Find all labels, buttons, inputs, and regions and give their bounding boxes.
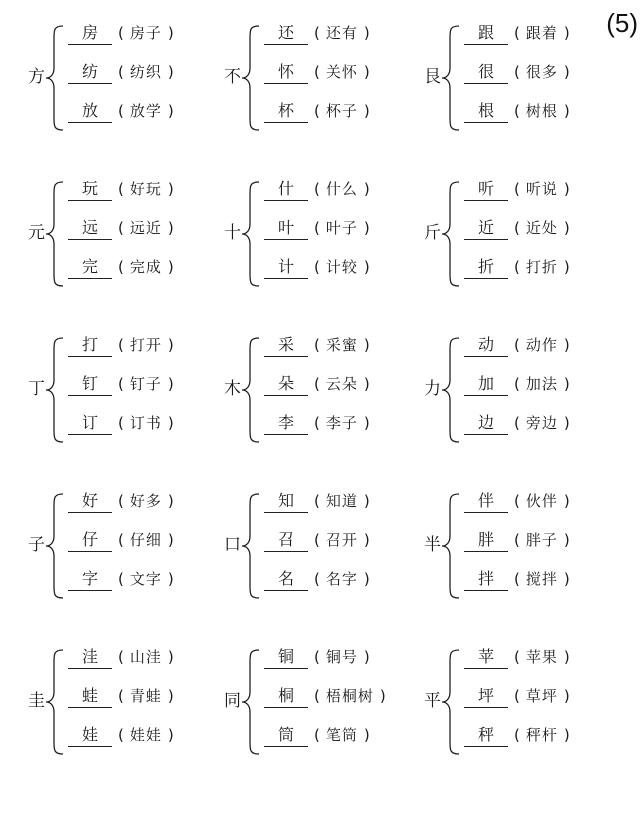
word-entry xyxy=(264,178,376,202)
answer-character: 好 xyxy=(68,490,112,513)
answer-character: 桐 xyxy=(264,685,308,708)
compound-word: 旁边 xyxy=(525,414,558,432)
open-paren: ( xyxy=(514,492,520,510)
close-paren: ) xyxy=(363,531,370,549)
answer-character: 洼 xyxy=(68,646,112,669)
answer-character: 计 xyxy=(264,256,308,279)
curly-brace-icon xyxy=(45,336,65,444)
compound-word: 杯子 xyxy=(325,102,358,120)
word-entry xyxy=(264,256,376,280)
word-entry xyxy=(264,724,376,748)
open-paren: ( xyxy=(314,570,320,588)
open-paren: ( xyxy=(118,24,124,42)
close-paren: ) xyxy=(563,258,570,276)
word-entry xyxy=(464,334,576,358)
compound-word: 山洼 xyxy=(129,648,162,666)
close-paren: ) xyxy=(167,726,174,744)
open-paren: ( xyxy=(314,102,320,120)
compound-word: 云朵 xyxy=(325,375,358,393)
close-paren: ) xyxy=(167,24,174,42)
word-entry xyxy=(464,178,576,202)
open-paren: ( xyxy=(514,687,520,705)
radical-group xyxy=(424,22,624,134)
answer-character: 铜 xyxy=(264,646,308,669)
close-paren: ) xyxy=(363,414,370,432)
open-paren: ( xyxy=(514,258,520,276)
radical-root: 圭 xyxy=(28,691,45,711)
close-paren: ) xyxy=(563,726,570,744)
page-number: (5) xyxy=(606,8,638,38)
open-paren: ( xyxy=(118,414,124,432)
close-paren: ) xyxy=(167,375,174,393)
answer-character: 李 xyxy=(264,412,308,435)
answer-character: 打 xyxy=(68,334,112,357)
curly-brace-icon xyxy=(45,24,65,132)
open-paren: ( xyxy=(118,687,124,705)
open-paren: ( xyxy=(118,570,124,588)
compound-word: 文字 xyxy=(129,570,162,588)
compound-word: 胖子 xyxy=(525,531,558,549)
answer-character: 订 xyxy=(68,412,112,435)
answer-character: 知 xyxy=(264,490,308,513)
close-paren: ) xyxy=(363,336,370,354)
radical-group xyxy=(224,646,424,758)
close-paren: ) xyxy=(563,102,570,120)
close-paren: ) xyxy=(363,63,370,81)
word-entry xyxy=(464,61,576,85)
word-entry xyxy=(68,217,180,241)
curly-brace-icon xyxy=(441,336,461,444)
word-entry xyxy=(68,529,180,553)
close-paren: ) xyxy=(563,414,570,432)
answer-character: 边 xyxy=(464,412,508,435)
answer-character: 还 xyxy=(264,22,308,45)
close-paren: ) xyxy=(363,648,370,666)
curly-brace-icon xyxy=(241,336,261,444)
close-paren: ) xyxy=(563,687,570,705)
close-paren: ) xyxy=(563,648,570,666)
close-paren: ) xyxy=(563,375,570,393)
close-paren: ) xyxy=(563,24,570,42)
open-paren: ( xyxy=(314,687,320,705)
compound-word: 李子 xyxy=(325,414,358,432)
word-entry xyxy=(464,412,576,436)
close-paren: ) xyxy=(363,726,370,744)
compound-word: 青蛙 xyxy=(129,687,162,705)
open-paren: ( xyxy=(314,726,320,744)
open-paren: ( xyxy=(314,63,320,81)
answer-character: 房 xyxy=(68,22,112,45)
compound-word: 动作 xyxy=(525,336,558,354)
curly-brace-icon xyxy=(441,492,461,600)
word-entry xyxy=(464,217,576,241)
close-paren: ) xyxy=(167,492,174,510)
curly-brace-icon xyxy=(45,648,65,756)
radical-group xyxy=(424,646,624,758)
radical-group xyxy=(224,178,424,290)
compound-word: 什么 xyxy=(325,180,358,198)
compound-word: 草坪 xyxy=(525,687,558,705)
close-paren: ) xyxy=(363,24,370,42)
curly-brace-icon xyxy=(45,180,65,288)
answer-character: 叶 xyxy=(264,217,308,240)
open-paren: ( xyxy=(314,531,320,549)
compound-word: 打开 xyxy=(129,336,162,354)
close-paren: ) xyxy=(379,687,386,705)
close-paren: ) xyxy=(167,219,174,237)
compound-word: 加法 xyxy=(525,375,558,393)
answer-character: 玩 xyxy=(68,178,112,201)
radical-root: 元 xyxy=(28,223,45,243)
word-entry xyxy=(464,373,576,397)
answer-character: 近 xyxy=(464,217,508,240)
word-entry xyxy=(264,685,392,709)
word-entry xyxy=(264,646,376,670)
compound-word: 名字 xyxy=(325,570,358,588)
answer-character: 筒 xyxy=(264,724,308,747)
open-paren: ( xyxy=(118,180,124,198)
word-entry xyxy=(264,100,376,124)
radical-group xyxy=(424,334,624,446)
answer-character: 折 xyxy=(464,256,508,279)
open-paren: ( xyxy=(118,258,124,276)
open-paren: ( xyxy=(118,102,124,120)
radical-root: 木 xyxy=(224,379,241,399)
radical-root: 子 xyxy=(28,535,45,555)
open-paren: ( xyxy=(118,726,124,744)
open-paren: ( xyxy=(118,63,124,81)
radical-root: 口 xyxy=(224,535,241,555)
close-paren: ) xyxy=(363,492,370,510)
word-entry xyxy=(464,256,576,280)
close-paren: ) xyxy=(167,531,174,549)
word-entry xyxy=(464,646,576,670)
open-paren: ( xyxy=(514,63,520,81)
compound-word: 钉子 xyxy=(129,375,162,393)
close-paren: ) xyxy=(563,180,570,198)
close-paren: ) xyxy=(363,219,370,237)
close-paren: ) xyxy=(167,570,174,588)
close-paren: ) xyxy=(363,570,370,588)
compound-word: 完成 xyxy=(129,258,162,276)
word-entry xyxy=(68,568,180,592)
answer-character: 怀 xyxy=(264,61,308,84)
word-entry xyxy=(264,334,376,358)
compound-word: 仔细 xyxy=(129,531,162,549)
close-paren: ) xyxy=(167,258,174,276)
answer-character: 采 xyxy=(264,334,308,357)
close-paren: ) xyxy=(167,63,174,81)
radical-group xyxy=(424,490,624,602)
compound-word: 铜号 xyxy=(325,648,358,666)
open-paren: ( xyxy=(118,375,124,393)
answer-character: 召 xyxy=(264,529,308,552)
word-entry xyxy=(264,568,376,592)
word-entry xyxy=(264,217,376,241)
close-paren: ) xyxy=(167,687,174,705)
open-paren: ( xyxy=(314,648,320,666)
open-paren: ( xyxy=(514,726,520,744)
compound-word: 叶子 xyxy=(325,219,358,237)
compound-word: 纺织 xyxy=(129,63,162,81)
word-entry xyxy=(464,568,576,592)
answer-character: 仔 xyxy=(68,529,112,552)
compound-word: 笔筒 xyxy=(325,726,358,744)
close-paren: ) xyxy=(563,570,570,588)
answer-character: 胖 xyxy=(464,529,508,552)
open-paren: ( xyxy=(514,570,520,588)
compound-word: 娃娃 xyxy=(129,726,162,744)
answer-character: 秤 xyxy=(464,724,508,747)
radical-group xyxy=(224,334,424,446)
close-paren: ) xyxy=(167,180,174,198)
radical-group xyxy=(424,178,624,290)
compound-word: 采蜜 xyxy=(325,336,358,354)
open-paren: ( xyxy=(514,531,520,549)
compound-word: 放学 xyxy=(129,102,162,120)
word-entry xyxy=(264,61,376,85)
curly-brace-icon xyxy=(441,648,461,756)
open-paren: ( xyxy=(118,219,124,237)
close-paren: ) xyxy=(563,531,570,549)
answer-character: 杯 xyxy=(264,100,308,123)
compound-word: 计较 xyxy=(325,258,358,276)
open-paren: ( xyxy=(514,648,520,666)
answer-character: 钉 xyxy=(68,373,112,396)
radical-root: 斤 xyxy=(424,223,441,243)
answer-character: 动 xyxy=(464,334,508,357)
compound-word: 秤杆 xyxy=(525,726,558,744)
open-paren: ( xyxy=(118,492,124,510)
radical-root: 艮 xyxy=(424,67,441,87)
answer-character: 很 xyxy=(464,61,508,84)
open-paren: ( xyxy=(514,102,520,120)
open-paren: ( xyxy=(514,414,520,432)
curly-brace-icon xyxy=(241,648,261,756)
compound-word: 关怀 xyxy=(325,63,358,81)
answer-character: 蛙 xyxy=(68,685,112,708)
word-entry xyxy=(68,490,180,514)
answer-character: 名 xyxy=(264,568,308,591)
word-entry xyxy=(264,22,376,46)
open-paren: ( xyxy=(314,375,320,393)
answer-character: 远 xyxy=(68,217,112,240)
close-paren: ) xyxy=(167,102,174,120)
close-paren: ) xyxy=(363,375,370,393)
word-entry xyxy=(464,100,576,124)
close-paren: ) xyxy=(563,219,570,237)
curly-brace-icon xyxy=(45,492,65,600)
open-paren: ( xyxy=(118,531,124,549)
answer-character: 放 xyxy=(68,100,112,123)
curly-brace-icon xyxy=(241,24,261,132)
open-paren: ( xyxy=(314,258,320,276)
close-paren: ) xyxy=(167,336,174,354)
answer-character: 伴 xyxy=(464,490,508,513)
open-paren: ( xyxy=(514,180,520,198)
radical-group xyxy=(28,178,228,290)
word-entry xyxy=(464,724,576,748)
radical-root: 力 xyxy=(424,379,441,399)
word-entry xyxy=(464,529,576,553)
open-paren: ( xyxy=(314,414,320,432)
answer-character: 朵 xyxy=(264,373,308,396)
compound-word: 房子 xyxy=(129,24,162,42)
word-entry xyxy=(68,334,180,358)
compound-word: 打折 xyxy=(525,258,558,276)
open-paren: ( xyxy=(514,336,520,354)
open-paren: ( xyxy=(314,180,320,198)
close-paren: ) xyxy=(167,648,174,666)
answer-character: 完 xyxy=(68,256,112,279)
curly-brace-icon xyxy=(241,180,261,288)
answer-character: 听 xyxy=(464,178,508,201)
close-paren: ) xyxy=(363,102,370,120)
curly-brace-icon xyxy=(441,24,461,132)
open-paren: ( xyxy=(514,24,520,42)
word-entry xyxy=(68,685,180,709)
radical-group xyxy=(28,646,228,758)
word-entry xyxy=(68,178,180,202)
compound-word: 树根 xyxy=(525,102,558,120)
word-entry xyxy=(264,490,376,514)
compound-word: 订书 xyxy=(129,414,162,432)
curly-brace-icon xyxy=(241,492,261,600)
open-paren: ( xyxy=(314,219,320,237)
open-paren: ( xyxy=(514,375,520,393)
open-paren: ( xyxy=(314,492,320,510)
compound-word: 远近 xyxy=(129,219,162,237)
word-entry xyxy=(68,100,180,124)
answer-character: 坪 xyxy=(464,685,508,708)
radical-group xyxy=(224,490,424,602)
word-entry xyxy=(68,373,180,397)
word-entry xyxy=(68,724,180,748)
curly-brace-icon xyxy=(441,180,461,288)
word-entry xyxy=(264,529,376,553)
word-entry xyxy=(464,685,576,709)
open-paren: ( xyxy=(118,336,124,354)
close-paren: ) xyxy=(363,258,370,276)
answer-character: 苹 xyxy=(464,646,508,669)
close-paren: ) xyxy=(563,492,570,510)
open-paren: ( xyxy=(118,648,124,666)
open-paren: ( xyxy=(314,24,320,42)
word-entry xyxy=(68,256,180,280)
radical-root: 平 xyxy=(424,691,441,711)
answer-character: 娃 xyxy=(68,724,112,747)
word-entry xyxy=(264,373,376,397)
compound-word: 伙伴 xyxy=(525,492,558,510)
radical-group xyxy=(28,334,228,446)
radical-root: 十 xyxy=(224,223,241,243)
word-entry xyxy=(464,490,576,514)
compound-word: 很多 xyxy=(525,63,558,81)
compound-word: 还有 xyxy=(325,24,358,42)
radical-group xyxy=(28,490,228,602)
compound-word: 梧桐树 xyxy=(325,687,374,705)
compound-word: 好玩 xyxy=(129,180,162,198)
radical-group xyxy=(224,22,424,134)
close-paren: ) xyxy=(167,414,174,432)
open-paren: ( xyxy=(514,219,520,237)
close-paren: ) xyxy=(563,63,570,81)
close-paren: ) xyxy=(363,180,370,198)
word-entry xyxy=(68,412,180,436)
radical-root: 方 xyxy=(28,67,45,87)
radical-root: 丁 xyxy=(28,379,45,399)
answer-character: 字 xyxy=(68,568,112,591)
close-paren: ) xyxy=(563,336,570,354)
answer-character: 根 xyxy=(464,100,508,123)
word-entry xyxy=(68,646,180,670)
compound-word: 苹果 xyxy=(525,648,558,666)
answer-character: 跟 xyxy=(464,22,508,45)
compound-word: 知道 xyxy=(325,492,358,510)
word-entry xyxy=(264,412,376,436)
answer-character: 什 xyxy=(264,178,308,201)
compound-word: 听说 xyxy=(525,180,558,198)
compound-word: 跟着 xyxy=(525,24,558,42)
word-entry xyxy=(464,22,576,46)
radical-group xyxy=(28,22,228,134)
answer-character: 拌 xyxy=(464,568,508,591)
radical-root: 同 xyxy=(224,691,241,711)
answer-character: 纺 xyxy=(68,61,112,84)
compound-word: 召开 xyxy=(325,531,358,549)
radical-root: 不 xyxy=(224,67,241,87)
open-paren: ( xyxy=(314,336,320,354)
compound-word: 搅拌 xyxy=(525,570,558,588)
radical-root: 半 xyxy=(424,535,441,555)
word-entry xyxy=(68,61,180,85)
compound-word: 好多 xyxy=(129,492,162,510)
compound-word: 近处 xyxy=(525,219,558,237)
answer-character: 加 xyxy=(464,373,508,396)
word-entry xyxy=(68,22,180,46)
